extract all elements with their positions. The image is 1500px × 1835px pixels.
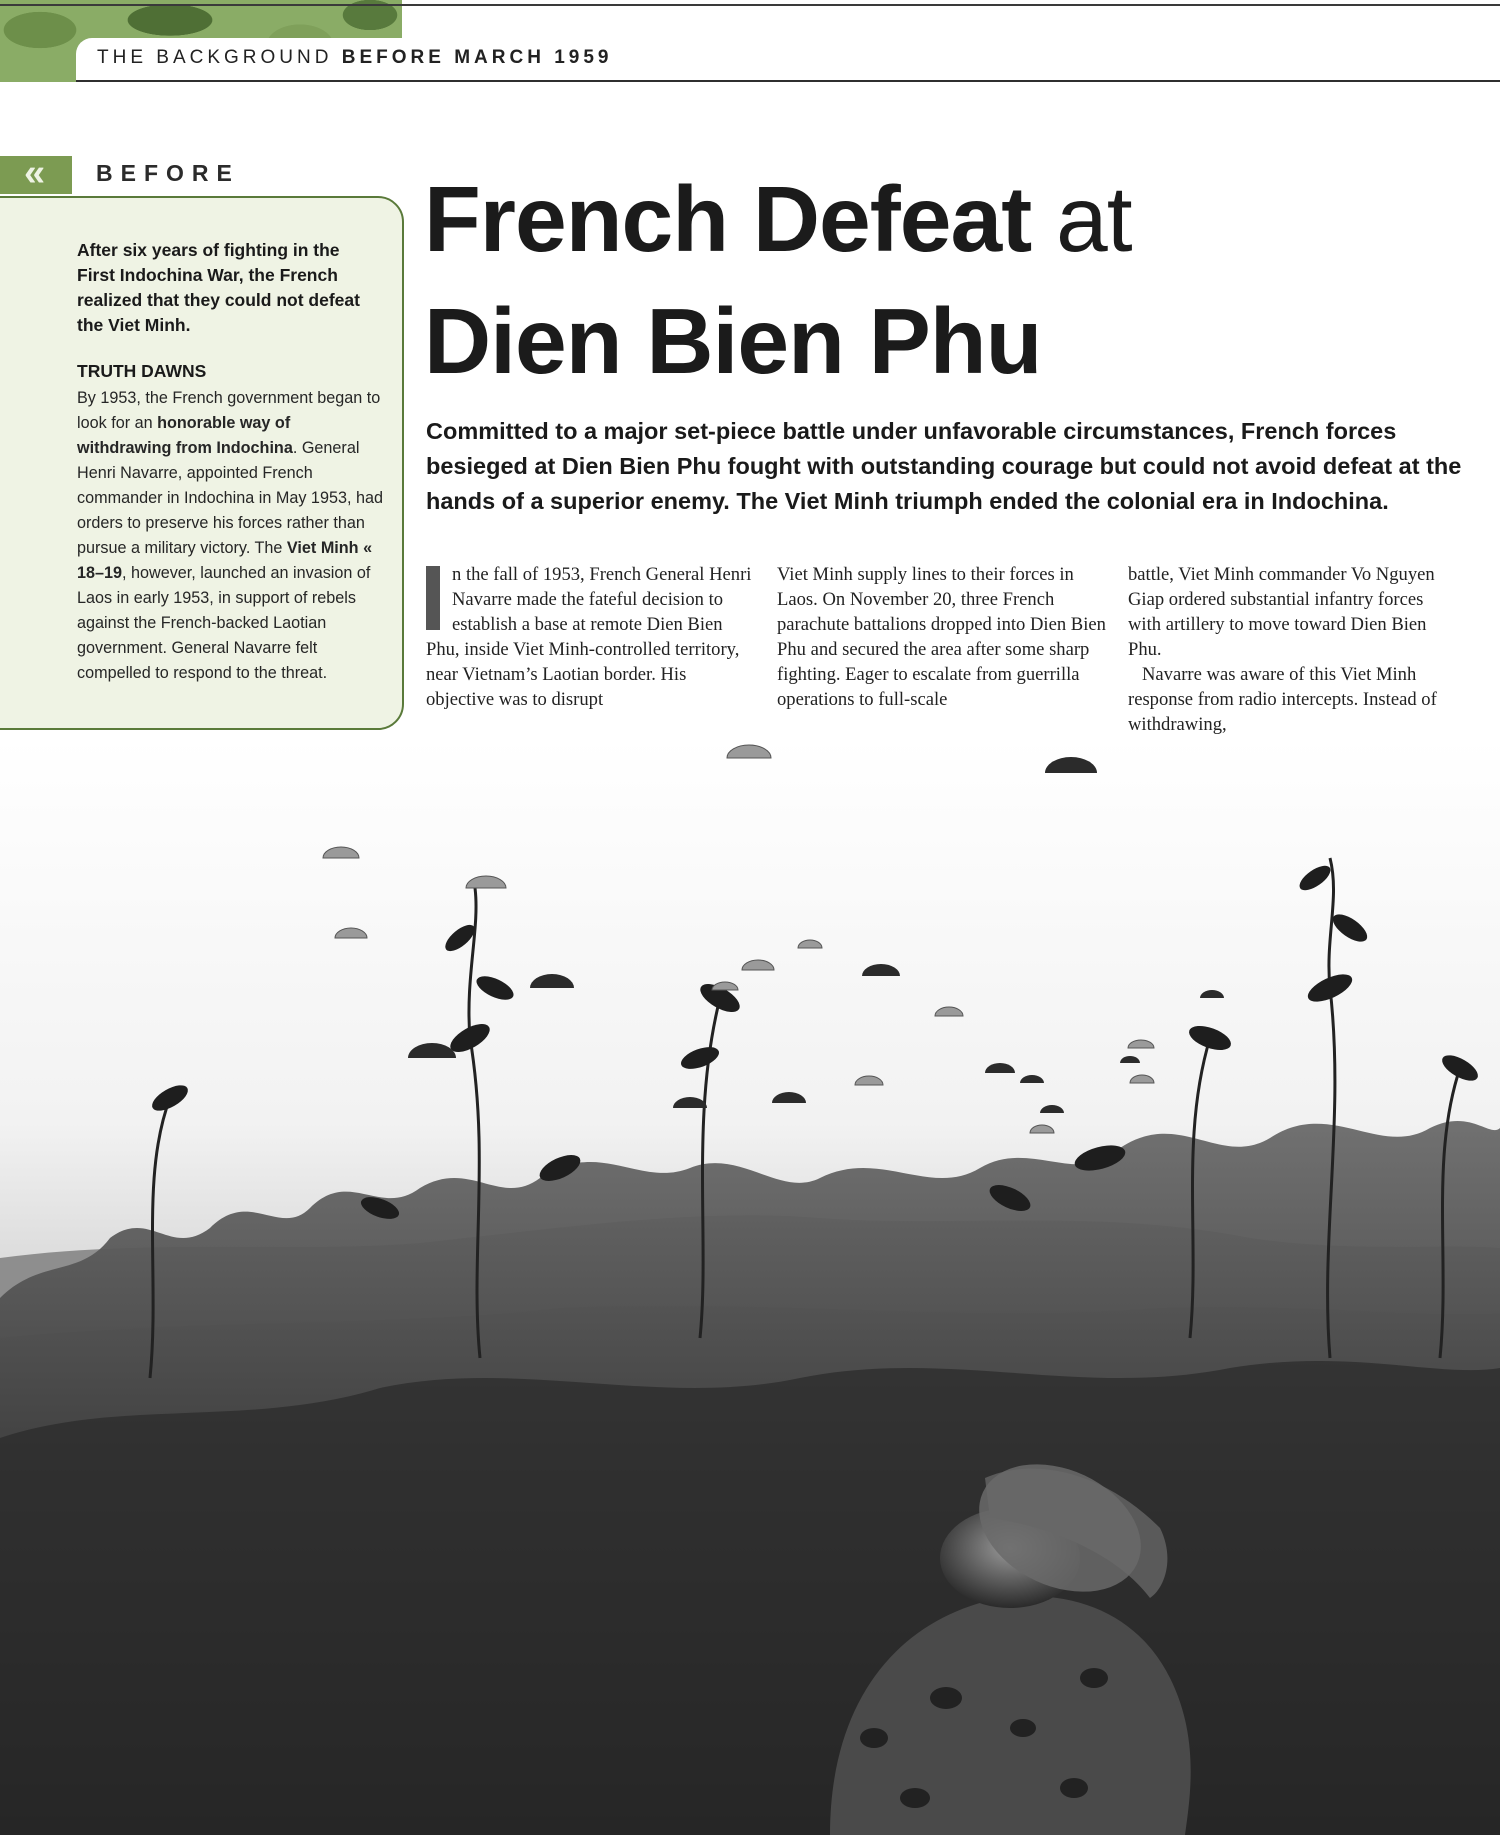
parachute-drop-photo <box>0 738 1500 1835</box>
body-column-1 <box>426 562 756 712</box>
header-emphasis: BEFORE MARCH 1959 <box>341 47 613 68</box>
headline-bold-1: French Defeat <box>424 167 1032 271</box>
top-rule <box>0 4 1500 6</box>
body-column-3-paragraph-1: battle, Viet Minh commander Vo Nguyen Giap ordered substantial infantry forces with artillery to move toward Dien Bien Phu. <box>1128 564 1435 660</box>
before-label: BEFORE <box>96 160 240 186</box>
body-column-2: Viet Minh supply lines to their forces in Laos. On November 20, three French parachute battalions dropped into Dien Bien Phu and secured the area after some sharp fighting. Eager to escalate from guerrilla operations to full-scale <box>777 564 1106 710</box>
section-heading: TRUTH DAWNS <box>77 361 207 381</box>
headline-light: at <box>1031 167 1132 271</box>
before-intro: After six years of fighting in the First Indochina War, the French realized that they could not defeat the Viet Minh. <box>77 240 360 335</box>
body-column-1-text: n the fall of 1953, French General Henri Navarre made the fateful decision to establish a base at remote Dien Bien Phu, inside Viet Minh-controlled territory, near Vietnam’s Laotian border. His objective was to disrupt <box>426 564 752 710</box>
header-prefix: THE BACKGROUND <box>97 47 333 68</box>
before-body <box>77 386 383 686</box>
before-body-bold-1: honorable way of withdrawing from Indochina <box>77 414 293 457</box>
running-header <box>97 47 612 69</box>
before-body-text-3: , however, launched an invasion of Laos in early 1953, in support of rebels against the French-backed Laotian government. General Navarre felt compelled to respond to the threat. <box>77 564 371 682</box>
before-body-text-1: By 1953, the French government began to look for an <box>77 389 381 432</box>
double-chevron-left-icon: « <box>24 152 46 194</box>
before-body-text-2: . General Henri Navarre, appointed French commander in Indochina in May 1953, had orders to preserve his forces rather than pursue a military victory. The <box>77 439 383 557</box>
body-column-3-paragraph-2: Navarre was aware of this Viet Minh response from radio intercepts. Instead of withdrawing, <box>1128 664 1437 735</box>
standfirst: Committed to a major set-piece battle under unfavorable circumstances, French forces besieged at Dien Bien Phu fought with outstanding courage but could not avoid defeat at the hands of a superior enemy. The Viet Minh triumph ended the colonial era in Indochina. <box>426 418 1462 514</box>
body-column-3 <box>1128 562 1458 737</box>
drop-cap-i <box>426 566 440 630</box>
headline-bold-2: Dien Bien Phu <box>424 289 1042 393</box>
cross-reference-link: Viet Minh « 18–19 <box>77 539 373 582</box>
headline <box>424 158 1484 402</box>
